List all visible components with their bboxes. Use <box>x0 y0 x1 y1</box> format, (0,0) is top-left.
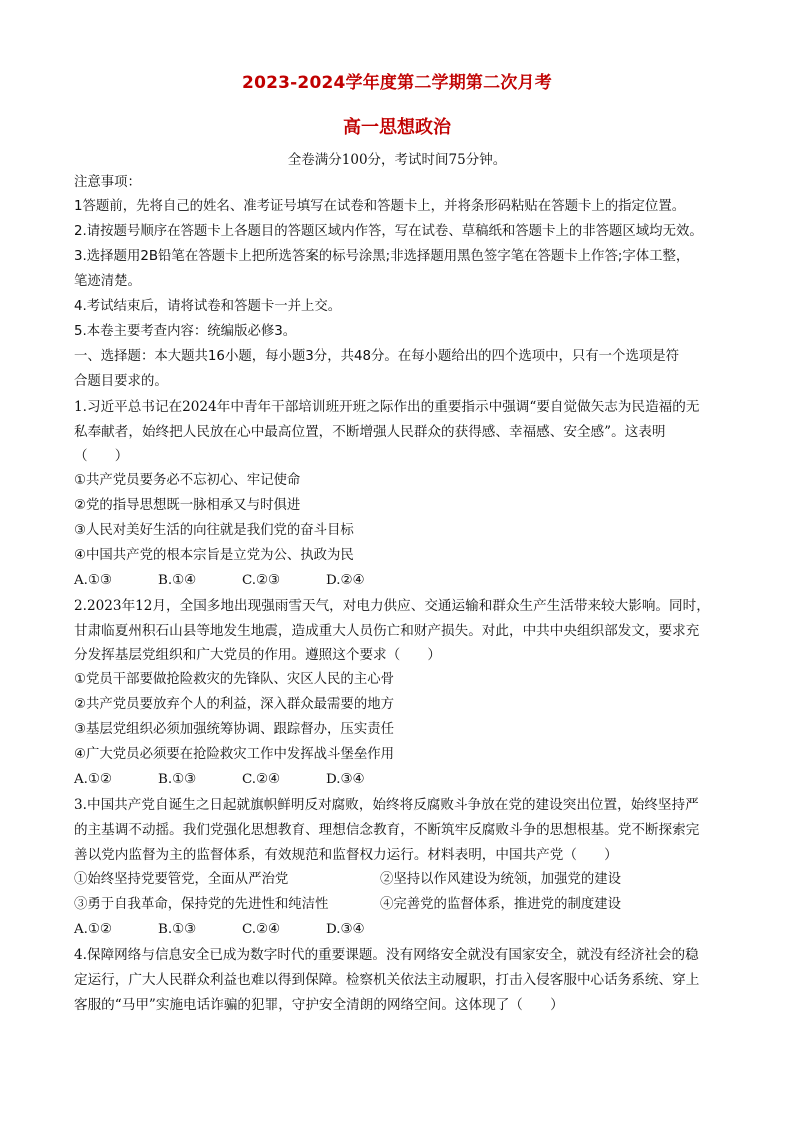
question-3-stem: 3.中国共产党自诞生之日起就旗帜鲜明反对腐败，始终将反腐败斗争放在党的建设突出位置，始终坚持严 <box>74 797 699 813</box>
question-1-statement: ②党的指导思想既一脉相承又与时俱进 <box>74 498 301 513</box>
option-d[interactable]: D.③④ <box>326 922 365 937</box>
question-2-stem: 2.2023年12月，全国多地出现强雨雪天气，对电力供应、交通运输和群众生产生活带来较大影响。同时， <box>74 598 710 614</box>
exam-info: 全卷满分100分，考试时间75分钟。 <box>287 152 507 168</box>
question-3-statements-row <box>74 871 734 889</box>
note-item: 3.选择题用2B铅笔在答题卡上把所选答案的标号涂黑;非选择题用黑色签字笔在答题卡上作答;字体工整， <box>74 249 690 264</box>
option-a[interactable]: A.①② <box>74 772 112 787</box>
question-1-stem: 私奉献者，始终把人民放在心中最高位置，不断增强人民群众的获得感、幸福感、安全感”。这表明 <box>74 424 666 440</box>
question-2-statement: ①党员干部要做抢险救灾的先锋队、灾区人民的主心骨 <box>74 672 394 687</box>
option-c[interactable]: C.②④ <box>242 772 281 787</box>
note-item: 4.考试结束后，请将试卷和答题卡一并上交。 <box>74 299 342 314</box>
option-d[interactable]: D.②④ <box>326 573 365 588</box>
option-a[interactable]: A.①③ <box>74 573 112 588</box>
note-item: 2.请按题号顺序在答题卡上各题目的答题区域内作答，写在试卷、草稿纸和答题卡上的非答题区域均无效。 <box>74 224 703 239</box>
question-2-stem: 甘肃临夏州积石山县等地发生地震，造成重大人员伤亡和财产损失。对此，中共中央组织部发文，要求充 <box>74 623 700 639</box>
option-c[interactable]: C.②④ <box>242 922 281 937</box>
question-3-statement: ②坚持以作风建设为统领，加强党的建设 <box>380 872 622 887</box>
question-1-statement: ③人民对美好生活的向往就是我们党的奋斗目标 <box>74 523 354 538</box>
option-a[interactable]: A.①② <box>74 922 112 937</box>
note-item: 笔迹清楚。 <box>74 274 141 289</box>
question-3-statements-row <box>74 896 734 914</box>
question-1-stem: 1.习近平总书记在2024年中青年干部培训班开班之际作出的重要指示中强调“要自觉做矢志为民造福的无 <box>74 399 700 415</box>
option-d[interactable]: D.③④ <box>326 772 365 787</box>
question-1-statement: ④中国共产党的根本宗旨是立党为公、执政为民 <box>74 548 354 563</box>
question-3-options <box>74 921 365 939</box>
option-b[interactable]: B.①④ <box>158 573 197 588</box>
question-2-statement: ③基层党组织必须加强统筹协调、跟踪督办，压实责任 <box>74 722 394 737</box>
question-2-options <box>74 771 365 789</box>
exam-title: 2023-2024学年度第二学期第二次月考 <box>242 73 552 93</box>
section-heading: 一、选择题：本大题共16小题，每小题3分，共48分。在每小题给出的四个选项中，只有一个选项是符 <box>74 349 680 364</box>
notes-heading: 注意事项： <box>74 175 141 190</box>
question-3-statement: ①始终坚持党要管党，全面从严治党 <box>74 872 289 887</box>
question-3-statement: ③勇于自我革命，保持党的先进性和纯洁性 <box>74 897 329 912</box>
question-4-stem: 客服的“马甲”实施电话诈骗的犯罪，守护安全清朗的网络空间。这体现了（ ） <box>74 997 564 1013</box>
question-3-statement: ④完善党的监督体系，推进党的制度建设 <box>380 897 622 912</box>
question-2-statement: ②共产党员要放弃个人的利益，深入群众最需要的地方 <box>74 697 394 712</box>
option-b[interactable]: B.①③ <box>158 922 197 937</box>
question-1-blank: （ ） <box>74 448 129 464</box>
option-b[interactable]: B.①③ <box>158 772 197 787</box>
question-2-stem: 分发挥基层党组织和广大党员的作用。遵照这个要求（ ） <box>74 647 442 663</box>
note-item: 1答题前，先将自己的姓名、准考证号填写在试卷和答题卡上，并将条形码粘贴在答题卡上的指定位置。 <box>74 199 686 214</box>
question-2-statement: ④广大党员必须要在抢险救灾工作中发挥战斗堡垒作用 <box>74 747 394 762</box>
subject-title: 高一思想政治 <box>343 117 451 138</box>
question-1-options <box>74 572 365 590</box>
question-4-stem: 定运行，广大人民群众利益也难以得到保障。检察机关依法主动履职，打击入侵客服中心话务系统、穿上 <box>74 972 700 988</box>
option-c[interactable]: C.②③ <box>242 573 281 588</box>
section-heading-cont: 合题目要求的。 <box>74 374 168 389</box>
question-1-statement: ①共产党员要务必不忘初心、牢记使命 <box>74 473 301 488</box>
question-3-stem: 善以党内监督为主的监督体系，有效规范和监督权力运行。材料表明，中国共产党（ ） <box>74 847 618 863</box>
note-item: 5.本卷主要考查内容：统编版必修3。 <box>74 324 297 339</box>
question-3-stem: 的主基调不动摇。我们党强化思想教育、理想信念教育，不断筑牢反腐败斗争的思想根基。党不断探索完 <box>74 822 700 838</box>
question-4-stem: 4.保障网络与信息安全已成为数字时代的重要课题。没有网络安全就没有国家安全，就没有经济社会的稳 <box>74 947 699 963</box>
